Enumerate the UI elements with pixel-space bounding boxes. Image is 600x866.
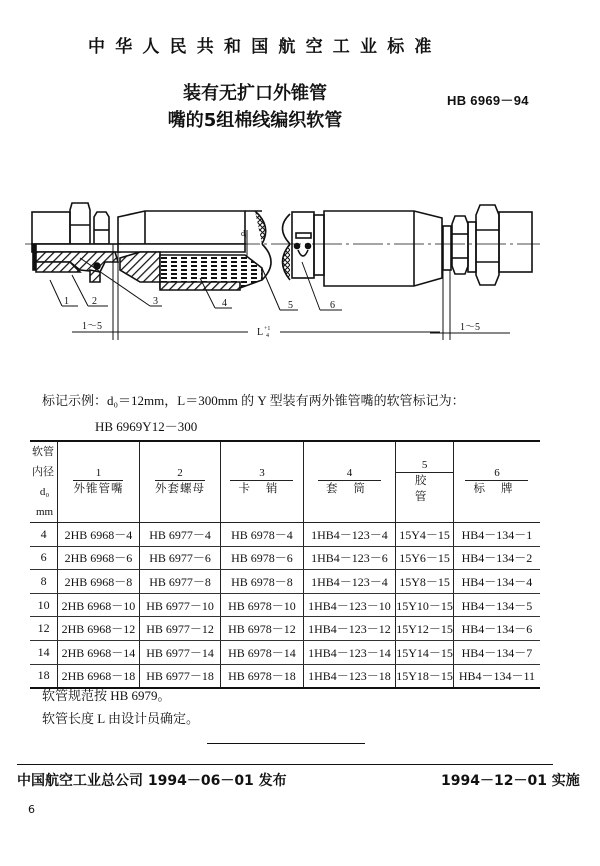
dim-length-tol-lower: 4 <box>266 333 269 339</box>
cell-hose: 15Y10－15 <box>396 593 454 617</box>
end-of-text-rule <box>207 743 365 744</box>
cell-nut: HB 6977－6 <box>139 546 220 570</box>
cell-diameter: 18 <box>30 664 58 688</box>
marking-example-code: HB 6969Y12－300 <box>95 419 198 434</box>
dim-right: 1～5 <box>460 322 480 333</box>
cell-nut: HB 6977－14 <box>139 640 220 664</box>
marking-example: 标记示例：d₀＝12mm，L＝300mm 的 Y 型装有两外锥管嘴的软管标记为： <box>42 393 465 408</box>
table-header-row <box>30 441 540 523</box>
cell-nozzle: 2HB 6968－14 <box>58 640 140 664</box>
page-number: 6 <box>28 803 35 816</box>
cell-tag: HB4－134－1 <box>453 523 540 547</box>
callout-3: 3 <box>153 296 158 307</box>
cell-diameter: 6 <box>30 546 58 570</box>
note-hose-length: 软管长度 L 由设计员确定。 <box>42 711 199 726</box>
note-hose-spec: 软管规范按 HB 6979。 <box>42 688 171 703</box>
cell-nozzle: 2HB 6968－8 <box>58 570 140 594</box>
parts-table <box>30 440 540 689</box>
cell-nut: HB 6977－18 <box>139 664 220 688</box>
header-col-6: 6 标牌 <box>453 441 540 523</box>
cell-sleeve: 1HB4－123－4 <box>303 570 396 594</box>
cell-nut: HB 6977－10 <box>139 593 220 617</box>
cell-pin: HB 6978－18 <box>221 664 303 688</box>
standard-code: HB 6969－94 <box>447 93 529 108</box>
table-row <box>30 640 540 664</box>
header-col-3: 3 卡销 <box>221 441 303 523</box>
cell-hose: 15Y18－15 <box>396 664 454 688</box>
header-col-5: 5 胶管 <box>396 441 454 523</box>
standard-title <box>155 80 355 134</box>
header-col-1: 1 外锥管嘴 <box>58 441 140 523</box>
org-title: 中华人民共和国航空工业标准 <box>88 37 442 57</box>
cell-nozzle: 2HB 6968－12 <box>58 617 140 641</box>
table-row <box>30 570 540 594</box>
footer-rule <box>17 764 553 765</box>
callout-2: 2 <box>92 296 97 307</box>
cell-sleeve: 1HB4－123－6 <box>303 546 396 570</box>
nozzle-body <box>32 212 70 244</box>
callout-1: 1 <box>64 296 69 307</box>
table-row <box>30 593 540 617</box>
callout-6: 6 <box>330 300 335 311</box>
cell-sleeve: 1HB4－123－10 <box>303 593 396 617</box>
cell-diameter: 4 <box>30 523 58 547</box>
cell-tag: HB4－134－5 <box>453 593 540 617</box>
publisher-line: 中国航空工业总公司 1994－06－01 发布 <box>17 773 287 789</box>
cell-pin: HB 6978－4 <box>221 523 303 547</box>
table-row <box>30 523 540 547</box>
implementation-date: 1994－12－01 实施 <box>441 773 580 789</box>
cell-nut: HB 6977－12 <box>139 617 220 641</box>
dim-length-tol-upper: +1 <box>264 326 271 332</box>
dim-left: 1～5 <box>82 321 102 332</box>
cell-diameter: 8 <box>30 570 58 594</box>
cell-sleeve: 1HB4－123－4 <box>303 523 396 547</box>
cell-tag: HB4－134－6 <box>453 617 540 641</box>
cell-hose: 15Y6－15 <box>396 546 454 570</box>
cell-pin: HB 6978－12 <box>221 617 303 641</box>
table-row <box>30 546 540 570</box>
cell-hose: 15Y14－15 <box>396 640 454 664</box>
header-hose-inner-diameter: 软管 内径 d₀ mm <box>30 441 58 523</box>
cell-hose: 15Y12－15 <box>396 617 454 641</box>
cell-diameter: 12 <box>30 617 58 641</box>
cell-tag: HB4－134－7 <box>453 640 540 664</box>
header-col-2: 2 外套螺母 <box>139 441 220 523</box>
cell-tag: HB4－134－4 <box>453 570 540 594</box>
cell-nozzle: 2HB 6968－10 <box>58 593 140 617</box>
cell-sleeve: 1HB4－123－14 <box>303 640 396 664</box>
cell-nozzle: 2HB 6968－6 <box>58 546 140 570</box>
cell-pin: HB 6978－8 <box>221 570 303 594</box>
cell-pin: HB 6978－10 <box>221 593 303 617</box>
cell-tag: HB4－134－11 <box>453 664 540 688</box>
cell-pin: HB 6978－14 <box>221 640 303 664</box>
cell-nozzle: 2HB 6968－18 <box>58 664 140 688</box>
cell-hose: 15Y8－15 <box>396 570 454 594</box>
cell-pin: HB 6978－6 <box>221 546 303 570</box>
callout-4: 4 <box>222 298 227 309</box>
table-row <box>30 617 540 641</box>
hose-assembly-drawing <box>0 190 600 360</box>
diameter-label: d₀ <box>241 229 248 238</box>
standard-title-line2: 嘴的5组棉线编织软管 <box>167 110 343 131</box>
cell-hose: 15Y4－15 <box>396 523 454 547</box>
cell-nut: HB 6977－4 <box>139 523 220 547</box>
cell-diameter: 10 <box>30 593 58 617</box>
header-col-4: 4 套筒 <box>303 441 396 523</box>
cell-nut: HB 6977－8 <box>139 570 220 594</box>
cell-sleeve: 1HB4－123－12 <box>303 617 396 641</box>
cell-diameter: 14 <box>30 640 58 664</box>
dim-length: L <box>257 327 264 338</box>
cell-nozzle: 2HB 6968－4 <box>58 523 140 547</box>
standard-title-line1: 装有无扩口外锥管 <box>183 83 327 104</box>
callout-5: 5 <box>288 300 293 311</box>
cell-tag: HB4－134－2 <box>453 546 540 570</box>
cell-sleeve: 1HB4－123－18 <box>303 664 396 688</box>
